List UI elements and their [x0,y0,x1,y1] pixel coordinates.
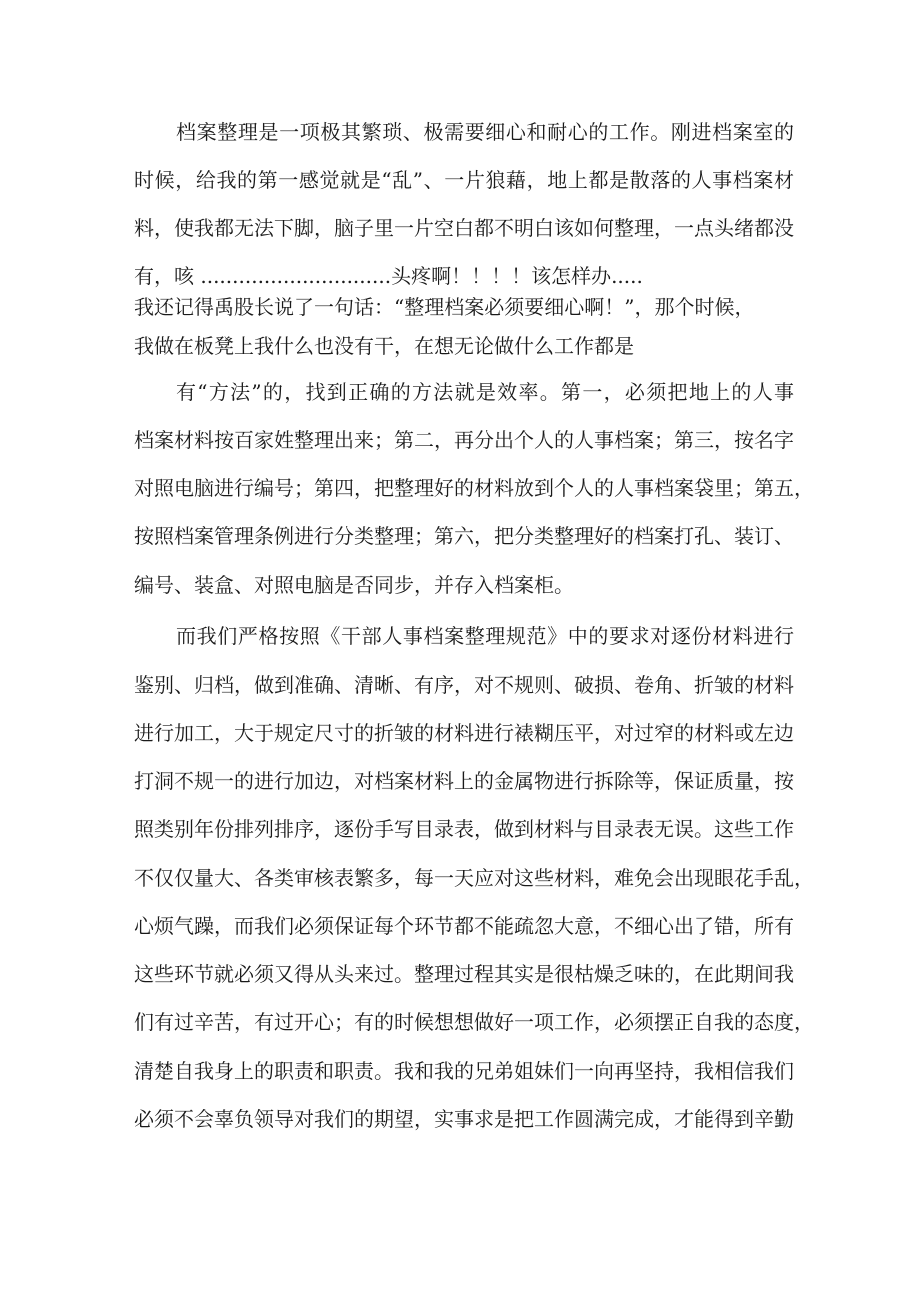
text-line: 料，使我都无法下脚，脑子里一片空白都不明白该如何整理，一点头绪都没 [134,216,794,240]
text-line: 打洞不规一的进行加边，对档案材料上的金属物进行拆除等，保证质量，按 [134,769,794,793]
text-line: 必须不会辜负领导对我们的期望，实事求是把工作圆满完成，才能得到辛勤 [134,1107,794,1131]
text-line: 不仅仅量大、各类审核表繁多，每一天应对这些材料，难免会出现眼花手乱， [134,866,814,890]
text-line: 心烦气躁，而我们必须保证每个环节都不能疏忽大意，不细心出了错，所有 [134,914,794,938]
text-line: 照类别年份排列排序，逐份手写目录表，做到材料与目录表无误。这些工作 [134,817,794,841]
text-line: 对照电脑进行编号；第四，把整理好的材料放到个人的人事档案袋里；第五， [134,476,814,500]
text-line: 时候，给我的第一感觉就是“乱”、一片狼藉，地上都是散落的人事档案材 [134,168,794,192]
text-line: 档案整理是一项极其繁琐、极需要细心和耐心的工作。刚进档案室的 [176,120,794,144]
text-line: 我还记得禹股长说了一句话：“整理档案必须要细心啊！”，那个时候， [134,295,755,319]
text-line: 进行加工，大于规定尺寸的折皱的材料进行裱糊压平，对过窄的材料或左边 [134,721,794,745]
text-line: 这些环节就必须又得从头来过。整理过程其实是很枯燥乏味的，在此期间我 [134,962,794,986]
text-line: 编号、装盒、对照电脑是否同步，并存入档案柜。 [134,573,574,597]
text-line: 我做在板凳上我什么也没有干，在想无论做什么工作都是 [134,334,634,358]
text-line: 们有过辛苦，有过开心；有的时候想想做好一项工作，必须摆正自我的态度， [134,1010,814,1034]
text-line: 有，咳 ..............................头疼啊！！！！该怎样办..... [134,264,643,288]
text-line: 而我们严格按照《干部人事档案整理规范》中的要求对逐份材料进行 [176,624,794,648]
text-line: 清楚自我身上的职责和职责。我和我的兄弟姐妹们一向再坚持，我相信我们 [134,1059,794,1083]
text-line: 有“方法”的，找到正确的方法就是效率。第一，必须把地上的人事 [176,380,794,404]
text-line: 档案材料按百家姓整理出来；第二，再分出个人的人事档案；第三，按名字 [134,428,794,452]
text-line: 鉴别、归档，做到准确、清晰、有序，对不规则、破损、卷角、折皱的材料 [134,673,794,697]
text-line: 按照档案管理条例进行分类整理；第六，把分类整理好的档案打孔、装订、 [134,524,794,548]
